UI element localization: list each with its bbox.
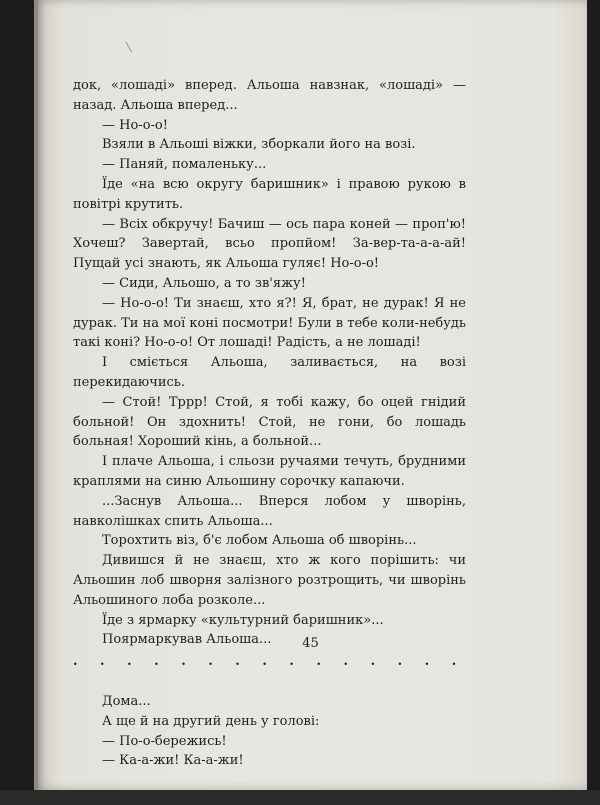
paragraph: Їде «на всю округу баришник» і правою рукою в повітрі крутить.	[73, 176, 466, 212]
paragraph: — Паняй, помаленьку...	[102, 157, 267, 173]
paragraph: ...Заснув Альоша... Вперся лобом у шворінь, навколішках спить Альоша...	[73, 493, 466, 529]
page-binding-edge	[34, 0, 38, 790]
paragraph: А ще й на другий день у голові:	[102, 713, 320, 729]
closing-list	[73, 692, 466, 771]
paragraph: І сміється Альоша, заливається, на возі перекидаючись.	[73, 355, 466, 390]
section-separator: . . . . . . . . . . . . . . .	[73, 654, 466, 670]
paragraph: — Стой! Тррр! Стой, я тобі кажу, бо оцей гнідий больной! Он здохнить! Стой, не гони, бо лошадь больная! Хороший кінь, а больной...	[73, 394, 466, 450]
page-number: 45	[302, 636, 319, 651]
paragraph: — По-о-бережись!	[102, 733, 227, 749]
paragraph: — Ка-а-жи! Ка-а-жи!	[102, 753, 244, 769]
scan-border	[0, 790, 600, 805]
paragraph-list	[73, 76, 466, 650]
paragraph: док, «лошаді» вперед. Альоша навзнак, «лошаді» — назад. Альоша вперед...	[73, 78, 466, 113]
body-text	[73, 76, 466, 771]
paragraph: І плаче Альоша, і сльози ручаями течуть, брудними краплями на синю Альошину сорочку капаючи.	[73, 454, 466, 489]
paragraph: Дома...	[102, 693, 151, 709]
paragraph: Поярмаркував Альоша...	[102, 632, 272, 648]
paragraph: Торохтить віз, б'є лобом Альоша об шворінь...	[102, 533, 417, 549]
paragraph: — Но-о-о! Ти знаєш, хто я?! Я, брат, не дурак! Я не дурак. Ти на мої коні посмотри! Були в тебе коли-небудь такі коні? Но-о-о! От лошаді! Радість, а не лошаді!	[73, 295, 466, 351]
paragraph: Дивишся й не знаєш, хто ж кого порішить: чи Альошин лоб шворня залізного розтрощить, чи шворінь Альошиного лоба розколе...	[73, 553, 466, 608]
paragraph: — Всіх обкручу! Бачиш — ось пара коней — проп'ю! Хочеш? Завертай, всьо пропйом! За-вер-та-а-а-ай! Пущай усі знають, як Альоша гуляє! Но-о-о!	[73, 216, 466, 272]
paragraph: Взяли в Альоші віжки, зборкали його на возі.	[102, 137, 416, 153]
paragraph: — Сиди, Альошо, а то зв'яжу!	[102, 275, 306, 291]
section-gap	[73, 672, 466, 692]
paragraph: — Но-о-о!	[102, 117, 168, 133]
paragraph: Їде з ярмарку «культурний баришник»...	[102, 612, 384, 628]
